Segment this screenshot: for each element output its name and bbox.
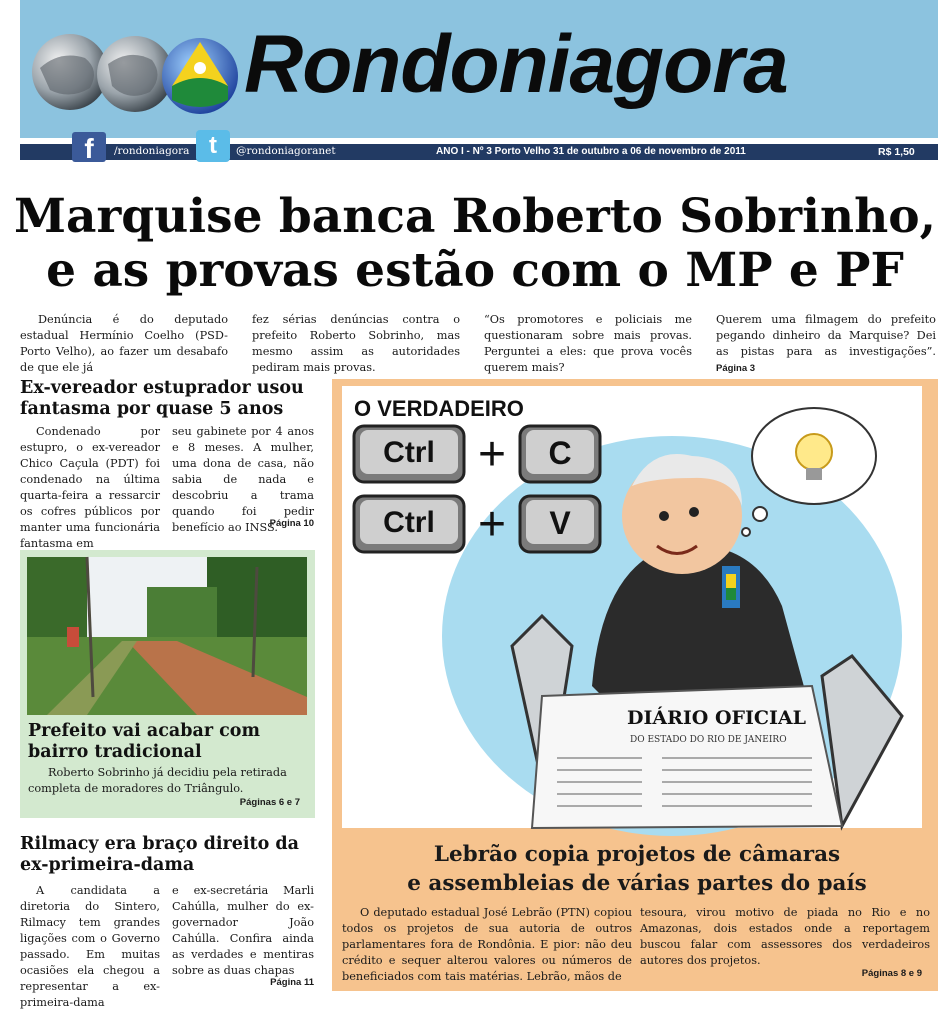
main-story-col4 bbox=[716, 312, 936, 377]
twitter-icon[interactable]: t bbox=[196, 130, 230, 162]
ctrl-key-2 bbox=[354, 496, 464, 552]
cartoon-illustration bbox=[342, 386, 922, 828]
main-story-col1: Denúncia é do deputado estadual Hermínio Coelho (PSD- Porto Velho), ao fazer um desabafo de que ele já bbox=[20, 313, 228, 374]
rilmacy-page-ref[interactable]: Página 11 bbox=[270, 977, 314, 988]
lebrao-headline-line1: Lebrão copia projetos de câmaras bbox=[433, 842, 841, 867]
key4-label: V bbox=[549, 505, 571, 541]
issue-price: R$ 1,50 bbox=[878, 146, 915, 158]
globe-logo-icon bbox=[30, 30, 240, 120]
main-story-col3: “Os promotores e policiais me questionaram sobre mais provas. Perguntei a eles: que prova vocês querem mais? bbox=[484, 313, 692, 374]
newspaper-title: DIÁRIO OFICIAL bbox=[627, 707, 806, 729]
street-photo bbox=[27, 557, 307, 715]
plus-icon-1: + bbox=[477, 428, 507, 481]
rilmacy-col2: e ex-secretária Marli Cahúlla, mulher do ex-governador João Cahúlla. Confira ainda as verdades e mentiras sobre as duas chapas bbox=[172, 884, 314, 977]
vereador-page-ref[interactable]: Página 10 bbox=[269, 518, 314, 529]
main-headline-line2: e as provas estão com o MP e PF bbox=[46, 243, 904, 298]
key1-label: Ctrl bbox=[383, 436, 435, 469]
vereador-headline[interactable]: Ex-vereador estuprador usou fantasma por quase 5 anos bbox=[20, 378, 304, 419]
newspaper-subtitle: DO ESTADO DO RIO DE JANEIRO bbox=[630, 735, 787, 745]
lebrao-page-ref[interactable]: Páginas 8 e 9 bbox=[861, 968, 922, 979]
vereador-col2: seu gabinete por 4 anos e 8 meses. A mulher, uma dona de casa, não sabia de nada e descobriu a trama quando foi pedir benefício ao INSS. bbox=[172, 425, 314, 534]
v-key bbox=[520, 496, 600, 552]
key2-label: C bbox=[548, 435, 572, 471]
main-story-col2: fez sérias denúncias contra o prefeito Roberto Sobrinho, mas mesmo assim as autoridades pediram mais provas. bbox=[252, 313, 460, 374]
vereador-col1: Condenado por estupro, o ex-vereador Chico Caçula (PDT) foi condenado na última quarta-feira a ressarcir os cofres públicos por manter uma funcionária fantasma em bbox=[20, 425, 160, 550]
facebook-handle[interactable]: /rondoniagora bbox=[114, 145, 190, 157]
newspaper-prop bbox=[532, 686, 842, 828]
newspaper-brand: Rondoniagora bbox=[244, 19, 788, 110]
facebook-icon[interactable]: f bbox=[72, 132, 106, 162]
plus-icon-2: + bbox=[477, 498, 507, 551]
main-headline-line1: Marquise banca Roberto Sobrinho, bbox=[14, 189, 936, 244]
rilmacy-col1: A candidata a diretoria do Sintero, Rilmacy tem grandes ligações com o Governo passado. Em muitas ocasiões ela chegou a representar a ex-primeira-dama bbox=[20, 884, 160, 1009]
bairro-headline[interactable]: Prefeito vai acabar com bairro tradicional bbox=[28, 721, 260, 762]
cartoon-caption: O VERDADEIRO bbox=[354, 396, 524, 421]
twitter-handle[interactable]: @rondoniagoranet bbox=[236, 145, 336, 157]
lebrao-headline[interactable] bbox=[342, 840, 932, 898]
bairro-body: Roberto Sobrinho já decidiu pela retirada completa de moradores do Triângulo. bbox=[28, 766, 287, 795]
bairro-page-ref[interactable]: Páginas 6 e 7 bbox=[239, 797, 300, 808]
main-story-col4-text: Querem uma filmagem do prefeito pegando dinheiro da Marquise? Dei as pistas para as investigações”. bbox=[716, 313, 936, 358]
key3-label: Ctrl bbox=[383, 506, 435, 539]
lebrao-col2: tesoura, virou motivo de piada no Rio e no Amazonas, dois estados onde a reportagem buscou falar com assessores dos verdadeiros autores dos projetos. bbox=[640, 906, 930, 967]
c-key bbox=[520, 426, 600, 482]
edition-info: ANO I - Nº 3 Porto Velho 31 de outubro a 06 de novembro de 2011 bbox=[436, 146, 746, 157]
lebrao-col1: O deputado estadual José Lebrão (PTN) copiou todos os projetos de sua autoria de outros parlamentares fora de Rondônia. E pior: não deu crédito e sequer alterou valores ou números de beneficiados com tais matérias. Lebrão, mãos de bbox=[342, 906, 632, 983]
main-story-page-ref[interactable]: Página 3 bbox=[716, 363, 756, 374]
rilmacy-headline[interactable]: Rilmacy era braço direito da ex-primeira-dama bbox=[20, 834, 299, 875]
lebrao-headline-line2: e assembleias de várias partes do país bbox=[407, 871, 867, 896]
main-headline[interactable] bbox=[0, 190, 950, 298]
ctrl-key-1 bbox=[354, 426, 464, 482]
